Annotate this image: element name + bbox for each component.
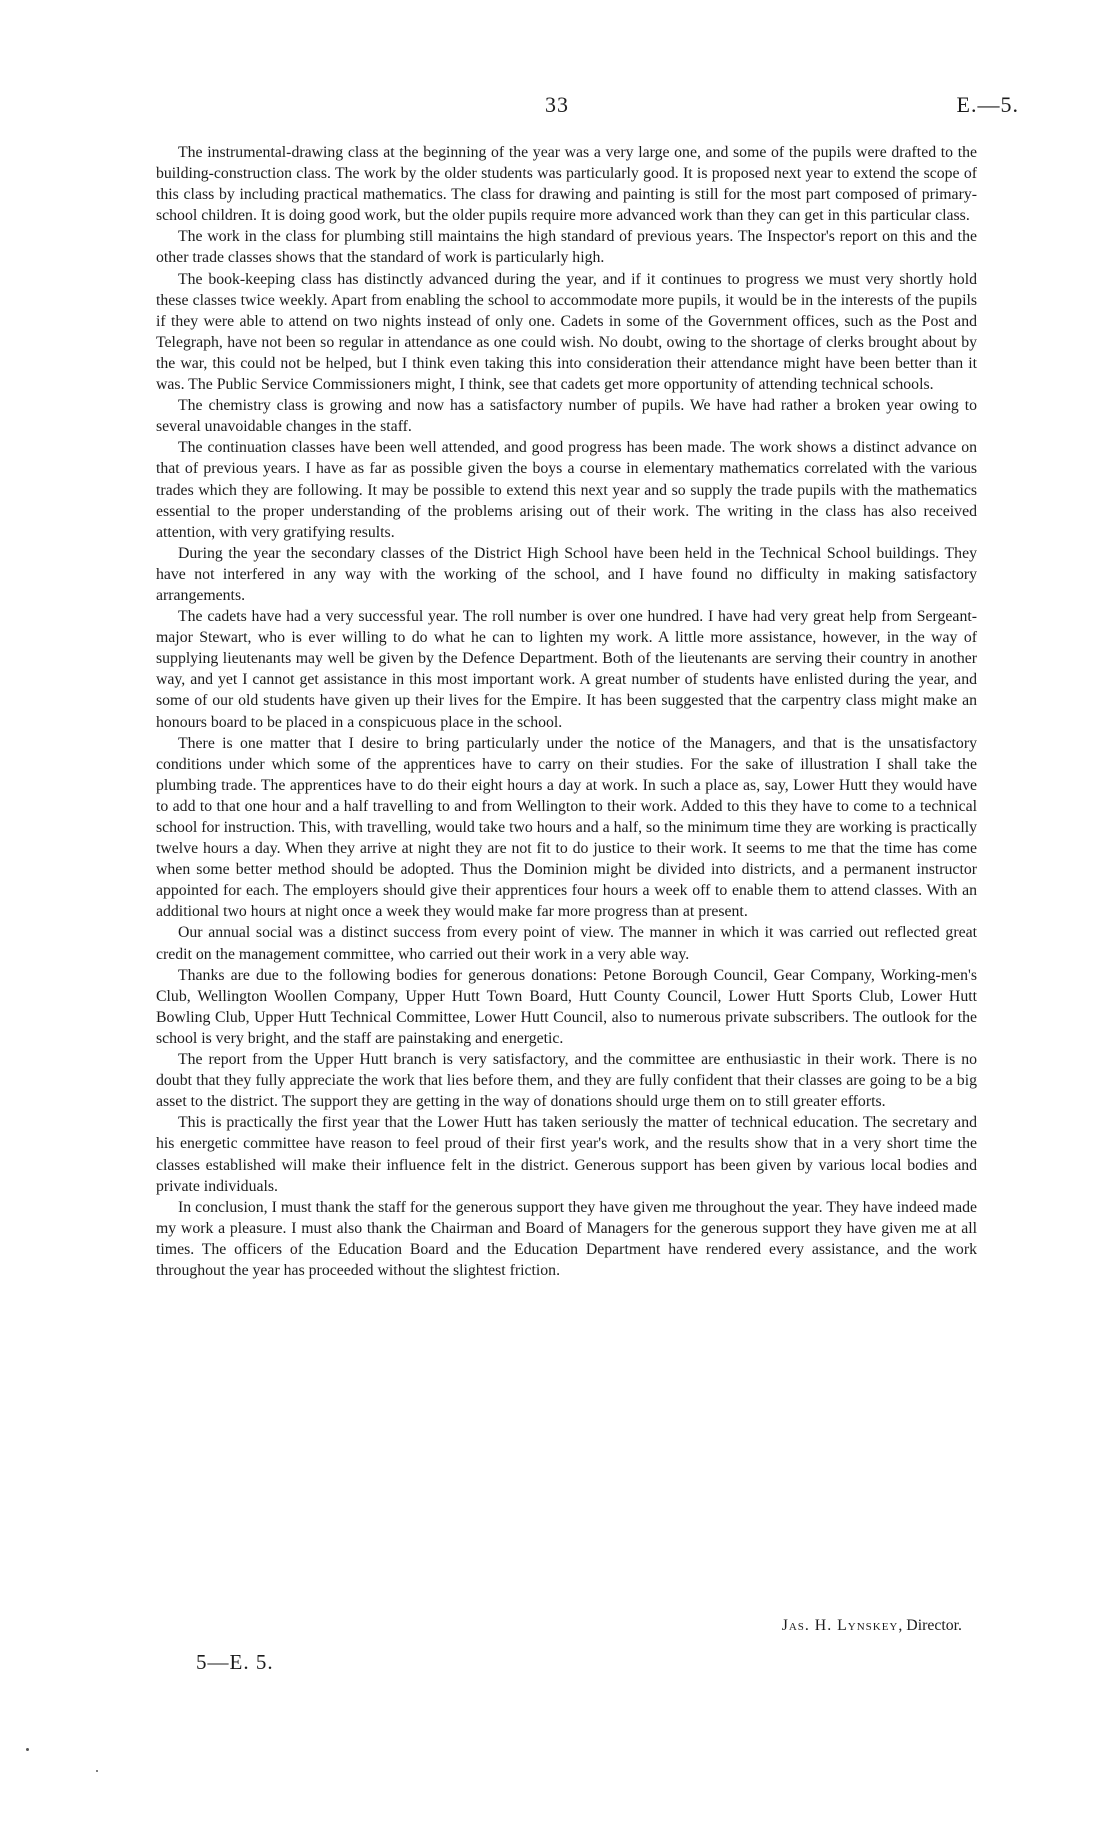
paragraph-plumbing: The work in the class for plumbing still maintains the high standard of previous years. The Inspector's report on this and the other trade classes shows that the standard of work is particularly high. [156,228,977,267]
scan-speck [26,1748,29,1751]
paragraph-conclusion: In conclusion, I must thank the staff for the generous support they have given me throughout the year. They have indeed made my work a pleasure. I must also thank the Chairman and Board of Managers for the generous support they have given me at all times. The officers of the Education Board and the Education Department have rendered every assistance, and the work throughout the year has proceeded without the slightest friction. [156,1198,977,1279]
page-number: 33 [545,92,569,117]
paragraph-secondary-classes: During the year the secondary classes of the District High School have been held in the Technical School buildings. They have not interfered in any way with the working of the school, and I have found no difficulty in making satisfactory arrangements. [156,544,977,604]
paragraph-lower-hutt: This is practically the first year that the Lower Hutt has taken seriously the matter of technical education. The secretary and his energetic committee have reason to feel proud of their first year's work, and the results show that in a very short time the classes established will make their influence felt in the district. Generous support has been given by various local bodies and private individuals. [156,1114,977,1195]
signature [156,1617,962,1635]
report-body [156,142,977,1281]
paragraph-book-keeping: The book-keeping class has distinctly advanced during the year, and if it continues to progress we must very shortly hold these classes twice weekly. Apart from enabling the school to accommodate more pupils, it would be in the interests of the pupils if they were able to attend on two nights instead of only one. Cadets in some of the Government offices, such as the Post and Telegraph, have not been so regular in attendance as one could wish. No doubt, owing to the shortage of clerks brought about by the war, this could not be helped, but I think even taking this into consideration their attendance might have been better than it was. The Public Service Commissioners might, I think, see that cadets get more opportunity of attending technical schools. [156,270,977,394]
paragraph-apprentices: There is one matter that I desire to bring particularly under the notice of the Managers, and that is the unsatisfactory conditions under which some of the apprentices have to carry on their studies. For the sake of illustration I shall take the plumbing trade. The apprentices have to do their eight hours a day at work. In such a place as, say, Lower Hutt they would have to add to that one hour and a half travelling to and from Wellington to their work. Added to this they have to come to a technical school for instruction. This, with travelling, would take two hours and a half, so the minimum time they are working is practically twelve hours a day. When they arrive at night they are not fit to do justice to their work. It seems to me that the time has come when some better method should be adopted. Thus the Dominion might be divided into districts, and a permanent instructor appointed for each. The employers should give their apprentices four hours a week off to enable them to attend classes. With an additional two hours at night once a week they would make far more progress than at present. [156,734,977,921]
paragraph-annual-social: Our annual social was a distinct success from every point of view. The manner in which it was carried out reflected great credit on the management committee, who carried out their work in a very able way. [156,924,977,963]
paragraph-chemistry: The chemistry class is growing and now has a satisfactory number of pupils. We have had rather a broken year owing to several unavoidable changes in the staff. [156,397,977,436]
page-reference: E.—5. [956,92,1019,117]
paragraph-instrumental-drawing: The instrumental-drawing class at the beginning of the year was a very large one, and some of the pupils were drafted to the building-construction class. The work by the older students was particularly good. It is proposed next year to extend the scope of this class by including practical mathematics. The class for drawing and painting is still for the most part composed of primary-school children. It is doing good work, but the older pupils require more advanced work than they can get in this particular class. [156,144,977,225]
signatory-title: , Director. [898,1617,962,1634]
paragraph-donations: Thanks are due to the following bodies for generous donations: Petone Borough Council, Gear Company, Working-men's Club, Wellington Woollen Company, Upper Hutt Town Board, Hutt County Council, Lower Hutt Sports Club, Lower Hutt Bowling Club, Upper Hutt Technical Committee, Lower Hutt Council, also to numerous private subscribers. The outlook for the school is very bright, and the staff are painstaking and energetic. [156,966,977,1047]
signatory-name: Jas. H. Lynskey [781,1617,899,1634]
paragraph-upper-hutt: The report from the Upper Hutt branch is very satisfactory, and the committee are enthusiastic in their work. There is no doubt that they fully appreciate the work that lies before them, and they are fully confident that their classes are going to be a big asset to the district. The support they are getting in the way of donations should urge them on to still greater efforts. [156,1051,977,1111]
paragraph-continuation-classes: The continuation classes have been well attended, and good progress has been made. The work shows a distinct advance on that of previous years. I have as far as possible given the boys a course in elementary mathematics correlated with the various trades which they are following. It may be possible to extend this next year and so supply the trade pupils with the mathematics essential to the proper understanding of the problems arising out of their work. The writing in the class has also received attention, with very gratifying results. [156,439,977,541]
sheet-reference: 5—E. 5. [196,1650,274,1674]
scan-speck [96,1770,98,1772]
paragraph-cadets: The cadets have had a very successful year. The roll number is over one hundred. I have had very great help from Sergeant-major Stewart, who is ever willing to do what he can to lighten my work. A little more assistance, however, in the way of supplying lieutenants may well be given by the Defence Department. Both of the lieutenants are serving their country in another way, and yet I cannot get assistance in this most important work. A great number of students have enlisted during the year, and some of our old students have given up their lives for the Empire. It has been suggested that the carpentry class might make an honours board to be placed in a conspicuous place in the school. [156,608,977,731]
